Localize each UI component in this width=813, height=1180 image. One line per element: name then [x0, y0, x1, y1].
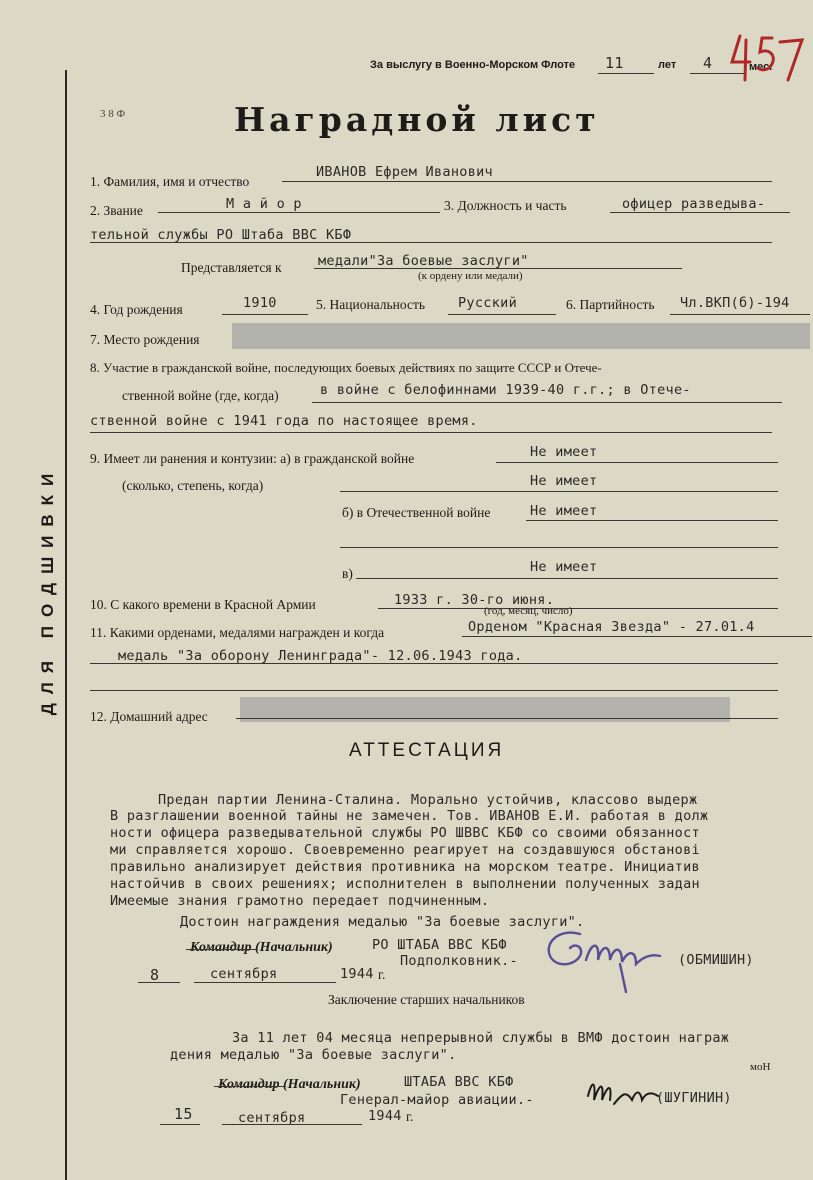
side-label-for-binding: ДЛЯ ПОДШИВКИ	[38, 464, 57, 716]
attestation-signature	[540, 920, 680, 1000]
field-2-line	[158, 212, 440, 213]
field-8-label: 8. Участие в гражданской войне, последующих боевых действиях по защите СССР и Отече-	[90, 360, 602, 375]
presented-label: Представляется к	[181, 260, 282, 275]
field-1-label: 1. Фамилия, имя и отчество	[90, 174, 250, 189]
field-9a-line-cont	[340, 491, 778, 492]
years-unit-label: лет	[658, 59, 677, 71]
field-11-line-cont	[90, 663, 778, 664]
conclusion-commander-strike	[214, 1086, 286, 1087]
field-9c-line	[356, 578, 778, 579]
attestation-line-3: ности офицера разведывательной службы РО ШВВС КБФ со своими обязанност	[110, 825, 700, 841]
field-9a-line	[496, 462, 778, 463]
field-11-line	[462, 636, 812, 637]
conclusion-side-note: моН	[750, 1061, 771, 1073]
field-2-label: 2. Звание	[90, 203, 143, 218]
field-1-line	[282, 181, 772, 182]
attestation-recommendation: Достоин награждения медалью "За боевые заслуги".	[180, 914, 585, 930]
attestation-date-month: сентября	[210, 966, 278, 982]
service-months-value: 4	[703, 54, 713, 72]
field-4-value: 1910	[243, 295, 277, 311]
field-7-label: 7. Место рождения	[90, 332, 200, 347]
conclusion-commander-rank: Генерал-майор авиации.-	[340, 1092, 534, 1108]
handwritten-number-mark	[728, 28, 808, 86]
attestation-line-4: ми справляется хорошо. Своевременно реагирует на создавшуюся обстанові	[110, 842, 700, 858]
conclusion-date-year: 1944	[368, 1108, 402, 1124]
stamp-mark: 3 8 Ф	[100, 108, 126, 120]
field-9a-value: Не имеет	[530, 444, 598, 460]
attestation-line-6: настойчив в своих решениях; исполнителен в выполнении полученных задан	[110, 876, 700, 892]
field-9-note: (сколько, степень, когда)	[122, 478, 264, 493]
field-11-label: 11. Какими орденами, медалями награжден и когда	[90, 625, 385, 640]
field-8-label-cont: ственной войне (где, когда)	[122, 388, 279, 403]
conclusion-date-day: 15	[174, 1105, 193, 1123]
field-8-line-cont	[90, 432, 772, 433]
field-9b-label: б) в Отечественной войне	[342, 505, 491, 520]
attestation-line-2: В разглашении военной тайны не замечен. Тов. ИВАНОВ Е.И. работая в долж	[110, 808, 709, 824]
conclusion-month-line	[222, 1124, 362, 1125]
attestation-line-5: правильно анализирует действия противника на морском театре. Инициатив	[110, 859, 700, 875]
field-8-line	[312, 402, 782, 403]
conclusion-commander-name: (ШУГИНИН)	[656, 1090, 732, 1106]
field-10-line	[378, 608, 778, 609]
field-9b-line-cont	[340, 547, 778, 548]
attestation-month-line	[194, 982, 336, 983]
attestation-commander-label: Командир (Начальник)	[190, 940, 333, 955]
years-underline	[598, 73, 654, 74]
field-4-label: 4. Год рождения	[90, 302, 183, 317]
field-10-label: 10. С какого времени в Красной Армии	[90, 597, 316, 612]
field-2-value: М а й о р	[226, 196, 302, 212]
conclusion-commander-unit: ШТАБА ВВС КБФ	[404, 1074, 514, 1090]
field-12-label: 12. Домашний адрес	[90, 709, 208, 724]
attestation-date-year: 1944	[340, 966, 374, 982]
attestation-heading: АТТЕСТАЦИЯ	[349, 740, 505, 761]
field-3-value: офицер разведыва-	[622, 196, 766, 212]
field-9a-value-cont: Не имеет	[530, 473, 598, 489]
field-5-label: 5. Национальность	[316, 297, 426, 312]
presented-note: (к ордену или медали)	[418, 270, 523, 282]
field-4-line	[222, 314, 308, 315]
conclusion-day-line	[160, 1124, 200, 1125]
attestation-commander-name: (ОБМИШИН)	[678, 952, 754, 968]
field-9c-value: Не имеет	[530, 559, 598, 575]
commander-strike	[186, 949, 258, 950]
field-8-value-cont: ственной войне с 1941 года по настоящее время.	[90, 413, 478, 429]
presented-line	[314, 268, 682, 269]
service-years-value: 11	[605, 54, 624, 72]
field-5-value: Русский	[458, 295, 517, 311]
conclusion-line-2: дения медалью "За боевые заслуги".	[170, 1047, 457, 1063]
conclusion-line-1: За 11 лет 04 месяца непрерывной службы в ВМФ достоин награж	[232, 1030, 730, 1046]
field-9c-label: в)	[342, 566, 353, 581]
attestation-commander-rank: Подполковник.-	[400, 953, 518, 969]
document-title: Наградной лист	[234, 100, 600, 139]
field-11-value-cont: медаль "За оборону Ленинграда"- 12.06.1943 года.	[118, 648, 523, 664]
presented-value: медали"За боевые заслуги"	[318, 253, 529, 269]
field-5-line	[448, 314, 556, 315]
field-10-value: 1933 г. 30-го июня.	[394, 592, 555, 608]
attestation-date-year-suffix: г.	[378, 967, 386, 982]
field-11-line-extra	[90, 690, 778, 691]
attestation-day-line	[138, 982, 180, 983]
conclusion-signature	[582, 1070, 662, 1114]
attestation-date-day: 8	[150, 966, 160, 984]
field-10-note: (год, месяц, число)	[484, 605, 573, 617]
field-3-line-cont	[90, 242, 772, 243]
field-3-value-cont: тельной службы РО Штаба ВВС КБФ	[90, 227, 352, 243]
conclusion-commander-label: Командир (Начальник)	[218, 1077, 361, 1092]
field-11-value: Орденом "Красная Звезда" - 27.01.4	[468, 619, 755, 635]
field-1-value: ИВАНОВ Ефрем Иванович	[316, 164, 493, 180]
field-6-value: Чл.ВКП(б)-194	[680, 295, 790, 311]
birthplace-redaction	[232, 323, 810, 349]
conclusion-heading: Заключение старших начальников	[328, 992, 525, 1007]
attestation-commander-unit: РО ШТАБА ВВС КБФ	[372, 937, 507, 953]
field-12-line	[236, 718, 778, 719]
field-3-line	[610, 212, 790, 213]
field-9b-line	[526, 520, 778, 521]
field-9-label: 9. Имеет ли ранения и контузии: а) в гражданской войне	[90, 451, 415, 466]
field-8-value: в войне с белофиннами 1939-40 г.г.; в Отече-	[320, 382, 691, 398]
field-6-label: 6. Партийность	[566, 297, 655, 312]
attestation-line-7: Имеемые знания грамотно передает подчиненным.	[110, 893, 490, 909]
field-9b-value: Не имеет	[530, 503, 598, 519]
months-unit-label: мес.	[749, 61, 773, 73]
field-3-label: 3. Должность и часть	[444, 198, 567, 213]
field-6-line	[670, 314, 810, 315]
attestation-line-1: Предан партии Ленина-Сталина. Морально устойчив, классово выдерж	[158, 792, 698, 808]
left-margin-rule	[65, 70, 67, 1180]
conclusion-date-year-suffix: г.	[406, 1109, 414, 1124]
conclusion-date-month: сентября	[238, 1110, 306, 1126]
service-years-label: За выслугу в Военно-Морском Флоте	[370, 59, 576, 71]
